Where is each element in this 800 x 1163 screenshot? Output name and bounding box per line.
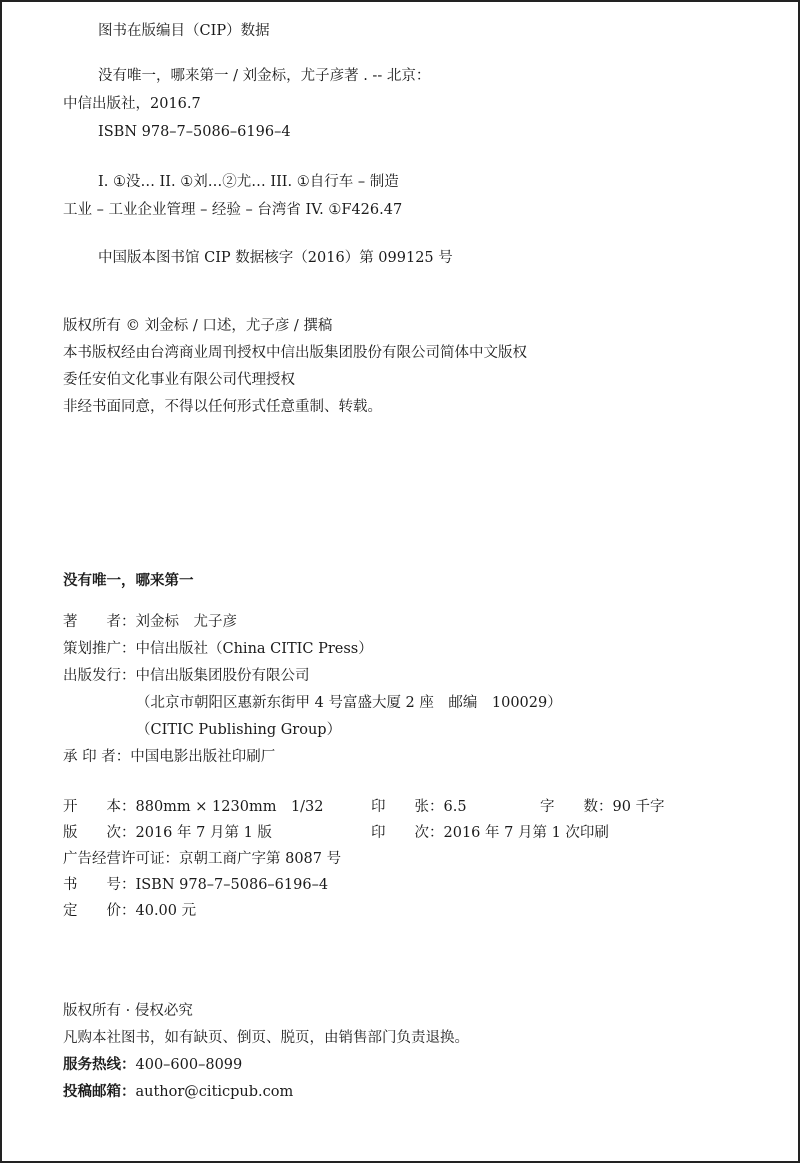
words-label: 字 数： [540,799,613,815]
isbn-row [63,875,328,895]
isbn-value: ISBN 978–7–5086–6196–4 [135,877,329,893]
price-label: 定 价： [63,903,136,919]
cip-heading: 图书在版编目（CIP）数据 [98,23,270,39]
sheets-label: 印 张： [371,799,444,815]
planner-value: 中信出版社（China CITIC Press） [135,641,373,657]
price-row [63,901,196,921]
publisher-address: （北京市朝阳区惠新东街甲 4 号富盛大厦 2 座 邮编 100029） [136,695,562,711]
cip-isbn: ISBN 978–7–5086–6196–4 [98,124,291,140]
printer-label: 承 印 者： [63,749,131,765]
format-row [63,797,324,817]
printer-row [63,747,275,767]
email-row [63,1082,293,1102]
hotline-row [63,1055,242,1075]
email-label: 投稿邮箱： [63,1083,136,1100]
publisher-row [63,666,310,686]
rights-line-1: 版权所有 © 刘金标 / 口述，尤子彦 / 撰稿 [63,318,333,334]
sheets-row [371,797,467,817]
rights-line-2: 本书版权经由台湾商业周刊授权中信出版集团股份有限公司简体中文版权 [63,345,527,361]
isbn-label: 书 号： [63,877,136,893]
author-row [63,612,237,632]
email-value: author@citicpub.com [135,1084,294,1100]
cip-class-line-2: 工业 – 工业企业管理 – 经验 – 台湾省 IV. ①F426.47 [63,202,403,218]
planner-row [63,639,373,659]
footer-copyright: 版权所有 · 侵权必究 [63,1003,193,1019]
author-label: 著 者： [63,614,136,630]
cip-line-2: 中信出版社，2016.7 [63,96,201,112]
author-value: 刘金标 尤子彦 [135,614,237,630]
cip-class-line-1: I. ①没… II. ①刘…②尤… III. ①自行车 – 制造 [98,174,399,190]
format-value: 880mm × 1230mm 1/32 [135,799,324,815]
cip-line-1: 没有唯一，哪来第一 / 刘金标，尤子彦著 . -- 北京： [98,68,431,84]
sheets-value: 6.5 [443,799,467,815]
publisher-label: 出版发行： [63,668,136,684]
printing-row [371,823,609,843]
printing-label: 印 次： [371,825,444,841]
edition-label: 版 次： [63,825,136,841]
hotline-label: 服务热线： [63,1056,136,1073]
edition-value: 2016 年 7 月第 1 版 [135,825,272,841]
hotline-value: 400–600–8099 [135,1057,243,1073]
publisher-english-name: （CITIC Publishing Group） [136,722,342,738]
rights-line-4: 非经书面同意，不得以任何形式任意重制、转载。 [63,399,382,415]
publisher-value: 中信出版集团股份有限公司 [135,668,310,684]
rights-line-3: 委任安伯文化事业有限公司代理授权 [63,372,295,388]
printer-value: 中国电影出版社印刷厂 [130,749,276,765]
planner-label: 策划推广： [63,641,136,657]
price-value: 40.00 元 [135,903,197,919]
ad-license: 广告经营许可证：京朝工商广字第 8087 号 [63,851,342,867]
book-title: 没有唯一，哪来第一 [63,572,194,589]
edition-row [63,823,272,843]
footer-return-policy: 凡购本社图书，如有缺页、倒页、脱页，由销售部门负责退换。 [63,1030,469,1046]
words-row [540,797,665,817]
words-value: 90 千字 [612,799,665,815]
printing-value: 2016 年 7 月第 1 次印刷 [443,825,609,841]
cip-library-note: 中国版本图书馆 CIP 数据核字（2016）第 099125 号 [98,250,453,266]
format-label: 开 本： [63,799,136,815]
